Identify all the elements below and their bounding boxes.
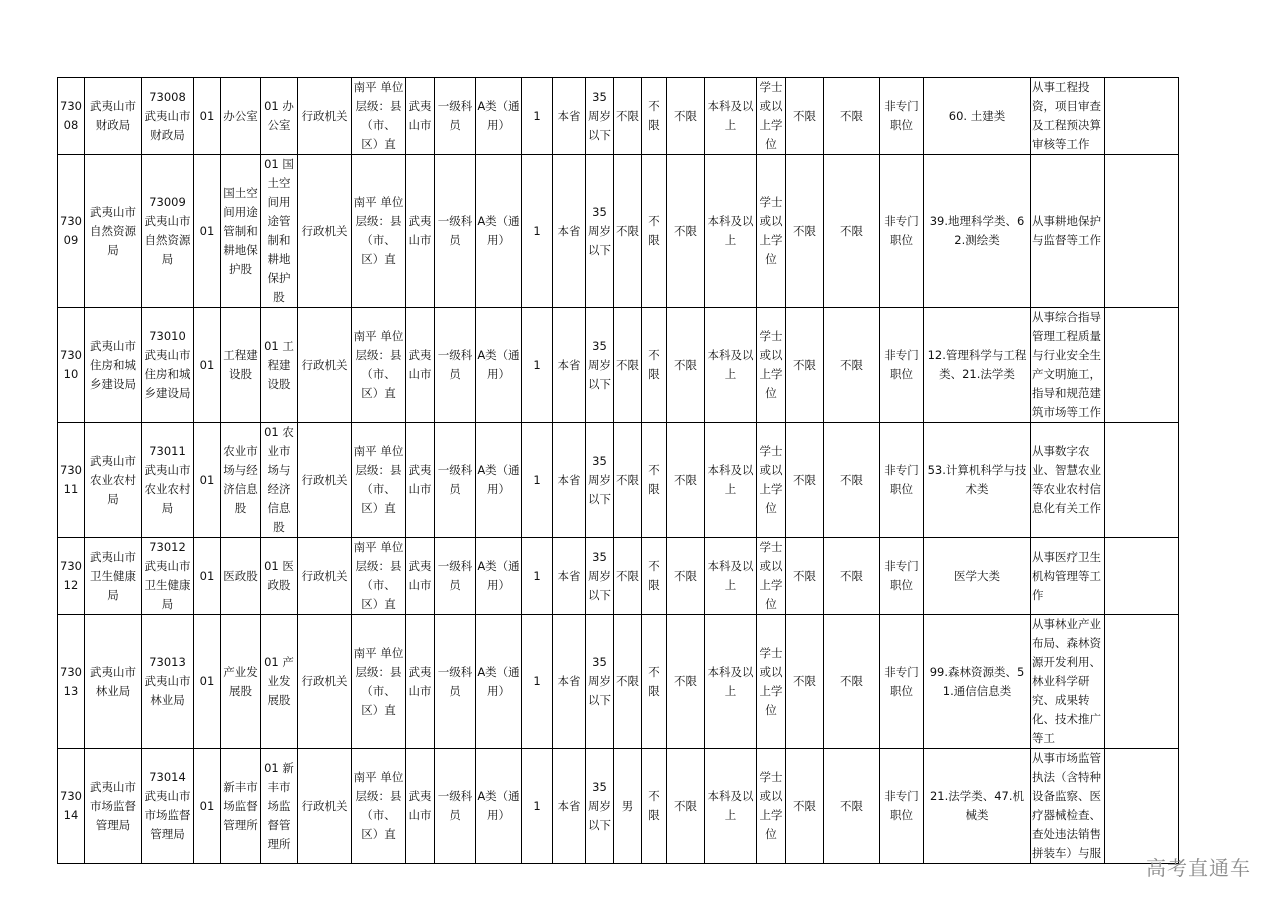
cell-position-seq: 01 [194, 308, 221, 423]
cell-political-status: 不限 [667, 749, 705, 864]
cell-unit-level: 南平 单位层级：县（市、区）直 [352, 155, 406, 308]
cell-position-type: 非专门职位 [880, 615, 924, 749]
cell-education: 本科及以上 [705, 308, 757, 423]
cell-other-req: 不限 [824, 423, 880, 538]
cell-department: 新丰市场监督管理所 [221, 749, 261, 864]
table-row [58, 423, 1179, 538]
cell-gender: 不限 [614, 538, 642, 615]
cell-gender: 不限 [614, 78, 642, 155]
cell-department: 办公室 [221, 78, 261, 155]
cell-employer: 武夷山市农业农村局 [85, 423, 142, 538]
cell-exam-category: A类（通用） [476, 423, 522, 538]
cell-degree: 学士或以上学位 [757, 155, 786, 308]
cell-dept-code: 01 办公室 [261, 78, 298, 155]
cell-location: 武夷山市 [406, 423, 435, 538]
cell-unit-level: 南平 单位层级：县（市、区）直 [352, 308, 406, 423]
cell-employer: 武夷山市卫生健康局 [85, 538, 142, 615]
cell-major: 12.管理科学与工程类、21.法学类 [924, 308, 1031, 423]
cell-position-code: 73014 [58, 749, 85, 864]
table-row [58, 749, 1179, 864]
cell-gender: 不限 [614, 155, 642, 308]
cell-household-scope: 本省 [553, 423, 586, 538]
table-row [58, 615, 1179, 749]
cell-position-code: 73010 [58, 308, 85, 423]
cell-department: 工程建设股 [221, 308, 261, 423]
cell-position-code: 73012 [58, 538, 85, 615]
cell-major: 39.地理科学类、62.测绘类 [924, 155, 1031, 308]
cell-employer: 武夷山市自然资源局 [85, 155, 142, 308]
cell-other-req: 不限 [824, 749, 880, 864]
cell-remarks [1105, 78, 1179, 155]
cell-department: 国土空间用途管制和耕地保护股 [221, 155, 261, 308]
cell-unit-level: 南平 单位层级：县（市、区）直 [352, 749, 406, 864]
cell-unit-code: 73011 武夷山市农业农村局 [142, 423, 194, 538]
cell-location: 武夷山市 [406, 308, 435, 423]
cell-location: 武夷山市 [406, 749, 435, 864]
cell-exam-category: A类（通用） [476, 538, 522, 615]
cell-unit-code: 73009 武夷山市自然资源局 [142, 155, 194, 308]
cell-unit-level: 南平 单位层级：县（市、区）直 [352, 423, 406, 538]
cell-education: 本科及以上 [705, 423, 757, 538]
cell-major: 21.法学类、47.机械类 [924, 749, 1031, 864]
cell-position-seq: 01 [194, 423, 221, 538]
cell-unit-type: 行政机关 [298, 538, 352, 615]
cell-rank: 一级科员 [435, 423, 476, 538]
cell-unit-type: 行政机关 [298, 155, 352, 308]
cell-job-description: 从事市场监管执法（含特种设备监察、医疗器械检查、查处违法销售拼装车）与服 [1031, 749, 1105, 864]
cell-other-req: 不限 [824, 615, 880, 749]
cell-gender: 不限 [614, 615, 642, 749]
cell-job-description: 从事林业产业布局、森林资源开发利用、林业科学研究、成果转化、技术推广等工 [1031, 615, 1105, 749]
cell-political-status: 不限 [667, 423, 705, 538]
cell-work-experience: 不限 [786, 749, 824, 864]
cell-age-limit: 35周岁以下 [586, 78, 614, 155]
cell-major: 99.森林资源类、51.通信信息类 [924, 615, 1031, 749]
cell-education: 本科及以上 [705, 78, 757, 155]
cell-unit-code: 73008 武夷山市财政局 [142, 78, 194, 155]
cell-job-description: 从事工程投资，项目审查及工程预决算审核等工作 [1031, 78, 1105, 155]
cell-position-code: 73013 [58, 615, 85, 749]
cell-rank: 一级科员 [435, 615, 476, 749]
cell-headcount: 1 [522, 749, 553, 864]
cell-position-type: 非专门职位 [880, 749, 924, 864]
recruitment-table [57, 77, 1179, 864]
cell-dept-code: 01 医政股 [261, 538, 298, 615]
table-row [58, 155, 1179, 308]
cell-ethnicity: 不限 [642, 308, 667, 423]
cell-unit-code: 73010 武夷山市住房和城乡建设局 [142, 308, 194, 423]
cell-unit-code: 73014 武夷山市市场监督管理局 [142, 749, 194, 864]
cell-unit-type: 行政机关 [298, 749, 352, 864]
cell-other-req: 不限 [824, 78, 880, 155]
cell-unit-level: 南平 单位层级：县（市、区）直 [352, 78, 406, 155]
cell-remarks [1105, 538, 1179, 615]
cell-dept-code: 01 新丰市场监督管理所 [261, 749, 298, 864]
cell-headcount: 1 [522, 308, 553, 423]
cell-employer: 武夷山市林业局 [85, 615, 142, 749]
cell-position-seq: 01 [194, 749, 221, 864]
cell-major: 医学大类 [924, 538, 1031, 615]
cell-headcount: 1 [522, 538, 553, 615]
cell-degree: 学士或以上学位 [757, 615, 786, 749]
cell-degree: 学士或以上学位 [757, 749, 786, 864]
cell-education: 本科及以上 [705, 749, 757, 864]
cell-political-status: 不限 [667, 155, 705, 308]
cell-location: 武夷山市 [406, 615, 435, 749]
cell-other-req: 不限 [824, 155, 880, 308]
cell-work-experience: 不限 [786, 78, 824, 155]
cell-exam-category: A类（通用） [476, 749, 522, 864]
cell-employer: 武夷山市住房和城乡建设局 [85, 308, 142, 423]
cell-remarks [1105, 749, 1179, 864]
cell-rank: 一级科员 [435, 155, 476, 308]
cell-age-limit: 35周岁以下 [586, 538, 614, 615]
cell-department: 农业市场与经济信息股 [221, 423, 261, 538]
cell-rank: 一级科员 [435, 308, 476, 423]
cell-household-scope: 本省 [553, 78, 586, 155]
cell-gender: 不限 [614, 308, 642, 423]
cell-unit-code: 73013 武夷山市林业局 [142, 615, 194, 749]
table-row [58, 78, 1179, 155]
cell-unit-level: 南平 单位层级：县（市、区）直 [352, 538, 406, 615]
cell-age-limit: 35周岁以下 [586, 308, 614, 423]
cell-department: 产业发展股 [221, 615, 261, 749]
cell-position-code: 73008 [58, 78, 85, 155]
cell-location: 武夷山市 [406, 538, 435, 615]
cell-political-status: 不限 [667, 308, 705, 423]
cell-position-type: 非专门职位 [880, 423, 924, 538]
cell-age-limit: 35周岁以下 [586, 423, 614, 538]
cell-position-type: 非专门职位 [880, 308, 924, 423]
table-row [58, 308, 1179, 423]
cell-headcount: 1 [522, 78, 553, 155]
cell-other-req: 不限 [824, 308, 880, 423]
cell-unit-type: 行政机关 [298, 78, 352, 155]
cell-ethnicity: 不限 [642, 423, 667, 538]
cell-education: 本科及以上 [705, 615, 757, 749]
cell-ethnicity: 不限 [642, 538, 667, 615]
cell-headcount: 1 [522, 155, 553, 308]
cell-education: 本科及以上 [705, 538, 757, 615]
cell-position-seq: 01 [194, 78, 221, 155]
cell-position-type: 非专门职位 [880, 155, 924, 308]
cell-exam-category: A类（通用） [476, 155, 522, 308]
cell-ethnicity: 不限 [642, 78, 667, 155]
cell-household-scope: 本省 [553, 308, 586, 423]
cell-work-experience: 不限 [786, 308, 824, 423]
cell-rank: 一级科员 [435, 78, 476, 155]
cell-job-description: 从事耕地保护与监督等工作 [1031, 155, 1105, 308]
cell-position-type: 非专门职位 [880, 538, 924, 615]
cell-location: 武夷山市 [406, 78, 435, 155]
cell-ethnicity: 不限 [642, 615, 667, 749]
cell-ethnicity: 不限 [642, 749, 667, 864]
cell-major: 53.计算机科学与技术类 [924, 423, 1031, 538]
cell-unit-type: 行政机关 [298, 423, 352, 538]
cell-position-code: 73011 [58, 423, 85, 538]
cell-dept-code: 01 产业发展股 [261, 615, 298, 749]
cell-headcount: 1 [522, 423, 553, 538]
cell-dept-code: 01 工程建设股 [261, 308, 298, 423]
cell-employer: 武夷山市财政局 [85, 78, 142, 155]
cell-rank: 一级科员 [435, 538, 476, 615]
cell-unit-level: 南平 单位层级：县（市、区）直 [352, 615, 406, 749]
cell-work-experience: 不限 [786, 615, 824, 749]
cell-remarks [1105, 155, 1179, 308]
cell-degree: 学士或以上学位 [757, 423, 786, 538]
cell-education: 本科及以上 [705, 155, 757, 308]
cell-location: 武夷山市 [406, 155, 435, 308]
cell-household-scope: 本省 [553, 155, 586, 308]
cell-gender: 不限 [614, 423, 642, 538]
cell-political-status: 不限 [667, 78, 705, 155]
cell-degree: 学士或以上学位 [757, 308, 786, 423]
cell-age-limit: 35周岁以下 [586, 749, 614, 864]
cell-household-scope: 本省 [553, 538, 586, 615]
cell-major: 60. 土建类 [924, 78, 1031, 155]
cell-gender: 男 [614, 749, 642, 864]
cell-other-req: 不限 [824, 538, 880, 615]
cell-position-code: 73009 [58, 155, 85, 308]
cell-position-seq: 01 [194, 538, 221, 615]
cell-job-description: 从事综合指导管理工程质量与行业安全生产文明施工，指导和规范建筑市场等工作 [1031, 308, 1105, 423]
cell-unit-type: 行政机关 [298, 615, 352, 749]
cell-exam-category: A类（通用） [476, 78, 522, 155]
cell-age-limit: 35周岁以下 [586, 615, 614, 749]
cell-unit-code: 73012 武夷山市卫生健康局 [142, 538, 194, 615]
cell-remarks [1105, 308, 1179, 423]
cell-political-status: 不限 [667, 615, 705, 749]
cell-department: 医政股 [221, 538, 261, 615]
cell-political-status: 不限 [667, 538, 705, 615]
cell-ethnicity: 不限 [642, 155, 667, 308]
cell-degree: 学士或以上学位 [757, 78, 786, 155]
cell-job-description: 从事数字农业、智慧农业等农业农村信息化有关工作 [1031, 423, 1105, 538]
cell-exam-category: A类（通用） [476, 308, 522, 423]
cell-degree: 学士或以上学位 [757, 538, 786, 615]
watermark: 高考直通车 [1146, 856, 1251, 880]
cell-rank: 一级科员 [435, 749, 476, 864]
cell-position-seq: 01 [194, 615, 221, 749]
cell-dept-code: 01 农业市场与经济信息股 [261, 423, 298, 538]
cell-work-experience: 不限 [786, 423, 824, 538]
cell-age-limit: 35周岁以下 [586, 155, 614, 308]
table-row [58, 538, 1179, 615]
cell-unit-type: 行政机关 [298, 308, 352, 423]
cell-household-scope: 本省 [553, 615, 586, 749]
cell-position-type: 非专门职位 [880, 78, 924, 155]
cell-position-seq: 01 [194, 155, 221, 308]
cell-work-experience: 不限 [786, 538, 824, 615]
cell-household-scope: 本省 [553, 749, 586, 864]
cell-headcount: 1 [522, 615, 553, 749]
cell-dept-code: 01 国土空间用途管制和耕地保护股 [261, 155, 298, 308]
cell-remarks [1105, 615, 1179, 749]
cell-work-experience: 不限 [786, 155, 824, 308]
cell-remarks [1105, 423, 1179, 538]
cell-exam-category: A类（通用） [476, 615, 522, 749]
cell-employer: 武夷山市市场监督管理局 [85, 749, 142, 864]
cell-job-description: 从事医疗卫生机构管理等工作 [1031, 538, 1105, 615]
